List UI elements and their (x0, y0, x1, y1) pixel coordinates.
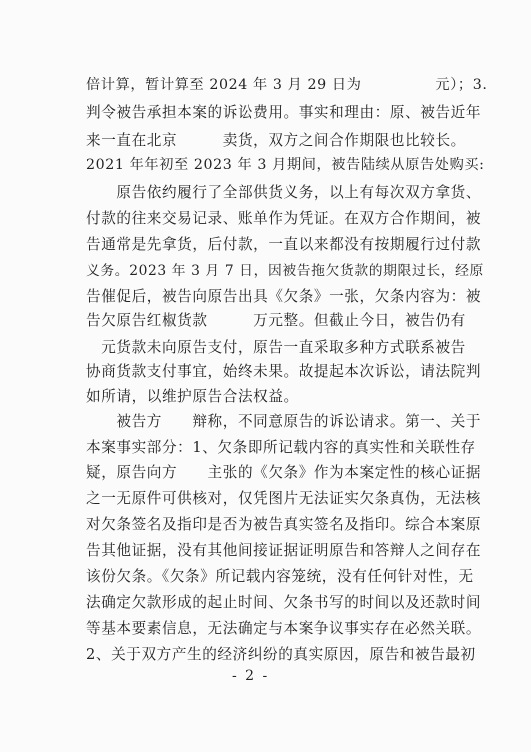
text-line: 义务。2023 年 3 月 7 日，因被告拖欠货款的期限过长，经原 (86, 263, 484, 279)
text-line: 2、关于双方产生的经济纠纷的真实原因，原告和被告最初 (86, 646, 476, 663)
text-line: 来一直在北京 卖货，双方之间合作期限也比较长。 (86, 132, 466, 149)
text-line: 协商货款支付事宜，始终未果。故提起本次诉讼，请法院判 (86, 363, 482, 380)
text-line: 告欠原告红椒货款 万元整。但截止今日，被告仍有 (86, 312, 466, 329)
text-line: 疑，原告向方 主张的《欠条》作为本案定性的核心证据 (86, 464, 482, 481)
text-line: 等基本要素信息，无法确定与本案争议事实存在必然关联。 (86, 620, 482, 637)
text-line: 告通常是先拿货，后付款，一直以来都没有按期履行过付款 (86, 236, 482, 253)
text-line: 被告方 辩称，不同意原告的诉讼请求。第一、关于 (86, 413, 482, 430)
page-number: - 2 - (232, 668, 270, 684)
text-line: 判令被告承担本案的诉讼费用。事实和理由：原、被告近年 (86, 104, 482, 121)
text-line: 之一无原件可供核对，仅凭图片无法证实欠条真伪，无法核 (86, 490, 482, 507)
text-line: 付款的往来交易记录、账单作为凭证。在双方合作期间，被 (86, 210, 482, 227)
text-line: 告催促后，被告向原告出具《欠条》一张，欠条内容为：被 (86, 288, 482, 305)
text-line: 倍计算，暂计算至 2024 年 3 月 29 日为 元）；3. (86, 77, 488, 93)
text-line: 2021 年年初至 2023 年 3 月期间，被告陆续从原告处购买: (86, 157, 485, 173)
text-line: 元货款未向原告支付，原告一直采取多种方式联系被告 (86, 339, 466, 356)
text-line: 法确定欠款形成的起止时间、欠条书写的时间以及还款时间 (86, 594, 482, 611)
text-line: 该份欠条。《欠条》所记载内容笼统，没有任何针对性，无 (86, 568, 474, 585)
text-line: 告其他证据，没有其他间接证据证明原告和答辩人之间存在 (86, 542, 482, 559)
text-line: 本案事实部分：1、欠条即所记载内容的真实性和关联性存 (86, 439, 476, 456)
text-line: 原告依约履行了全部供货义务，以上有每次双方拿货、 (86, 184, 482, 201)
text-line: 对欠条签名及指印是否为被告真实签名及指印。综合本案原 (86, 516, 482, 533)
text-line: 如所请，以维护原告合法权益。 (86, 388, 299, 405)
